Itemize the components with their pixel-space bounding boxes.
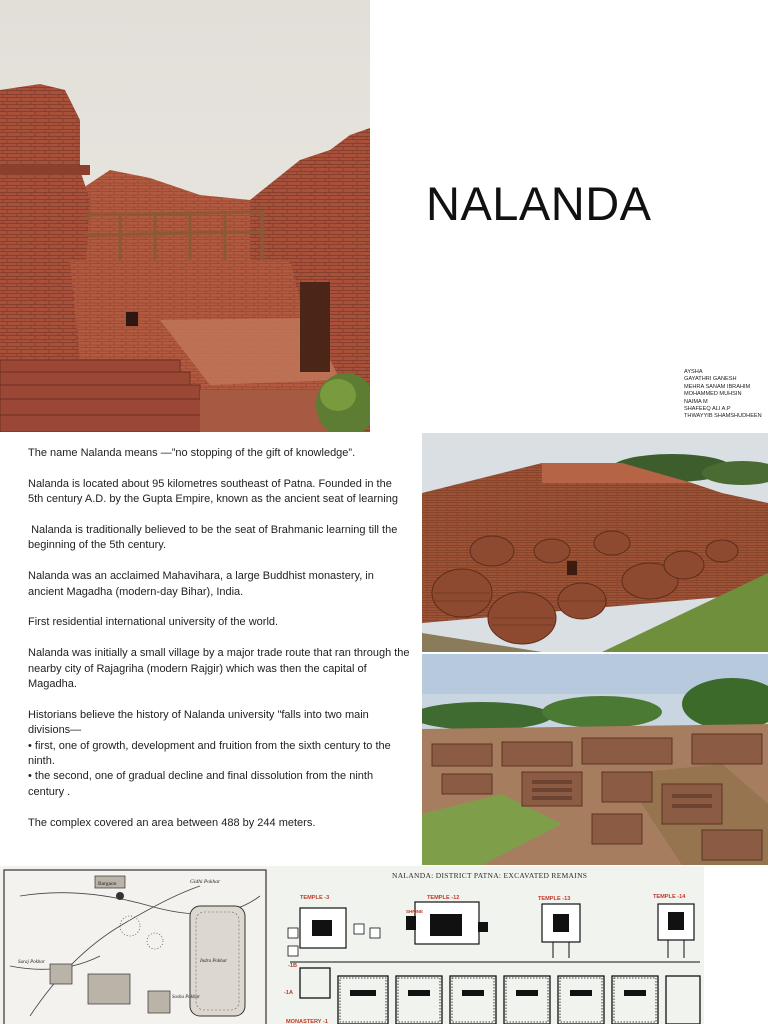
plan-label-temple14: TEMPLE -14 (653, 894, 686, 900)
map-label-bargaon: Bargaon (98, 881, 117, 887)
credit-name: AYSHA (684, 369, 703, 375)
plan-label-1a: -1A (284, 990, 294, 996)
history-bullet: • first, one of growth, development and fruition from the sixth century to the ninth. (28, 739, 391, 768)
plan-label-temple3: TEMPLE -3 (300, 895, 330, 901)
paragraph-brahmanic: Nalanda is traditionally believed to be the seat of Brahmanic learning till the beginning of the 5th century. (28, 524, 401, 552)
paragraph-location: Nalanda is located about 95 kilometres southeast of Patna. Founded in the 5th century A.D. by the Gupta Empire, known as the ancient seat of learning (28, 477, 398, 506)
paragraph-history-intro: Historians believe the history of Nalanda university "falls into two main divisions— (28, 708, 369, 737)
page-title: NALANDA (426, 177, 652, 230)
paragraph-first-university: First residential international university of the world. (28, 616, 279, 629)
map-label-suraj: Suraj Pokhar (18, 960, 45, 965)
plan-label-temple12: TEMPLE -12 (427, 895, 460, 901)
paragraph-meaning: The name Nalanda means —”no stopping of the gift of knowledge”. (28, 447, 356, 459)
map-label-indra: Indra Pokhar (200, 959, 228, 964)
team-credits (684, 369, 762, 421)
plan-title: NALANDA: DISTRICT PATNA: EXCAVATED REMAINS (392, 871, 588, 880)
body-text (28, 446, 410, 846)
plan-label-1b: -1B (288, 963, 298, 969)
plan-label-shrine: SHRINE (406, 909, 424, 914)
history-bullet: • the second, one of gradual decline and final dissolution from the ninth century . (28, 770, 374, 798)
map-label-sosha: Sosha Pokhar (172, 995, 200, 1000)
credit-name: NAIMA M (684, 398, 708, 405)
credit-name: SHAFEEQ ALI A.P (684, 406, 731, 413)
paragraph-area: The complex covered an area between 488 by 244 meters. (28, 816, 316, 829)
plan-label-monastery1: MONASTERY -1 (286, 1019, 328, 1024)
excavation-plan (270, 866, 704, 1024)
map-label-gidhi: Gidhi Pokhar (190, 879, 221, 885)
credit-name: GAYATHRI GANESH (684, 376, 737, 383)
sketch-map (0, 866, 270, 1024)
credit-name: MOHAMMED MUHSIN (684, 391, 742, 398)
credit-name: THWAYYIB SHAMSHUDHEEN (684, 413, 762, 420)
aerial-photo (422, 654, 768, 865)
stupas-photo (422, 433, 768, 652)
plan-label-temple13: TEMPLE -13 (538, 896, 571, 902)
paragraph-mahavihara: Nalanda was an acclaimed Mahavihara, a large Buddhist monastery, in ancient Magadha (modern-day Bihar), India. (28, 570, 374, 598)
ruins-photo (0, 0, 370, 432)
credit-name: MEHRA SANAM IBRAHIM (684, 383, 751, 390)
paragraph-village: Nalanda was initially a small village by a major trade route that ran through the nearby city of Rajagriha (modern Rajgir) which was then the capital of Magadha. (28, 647, 410, 691)
